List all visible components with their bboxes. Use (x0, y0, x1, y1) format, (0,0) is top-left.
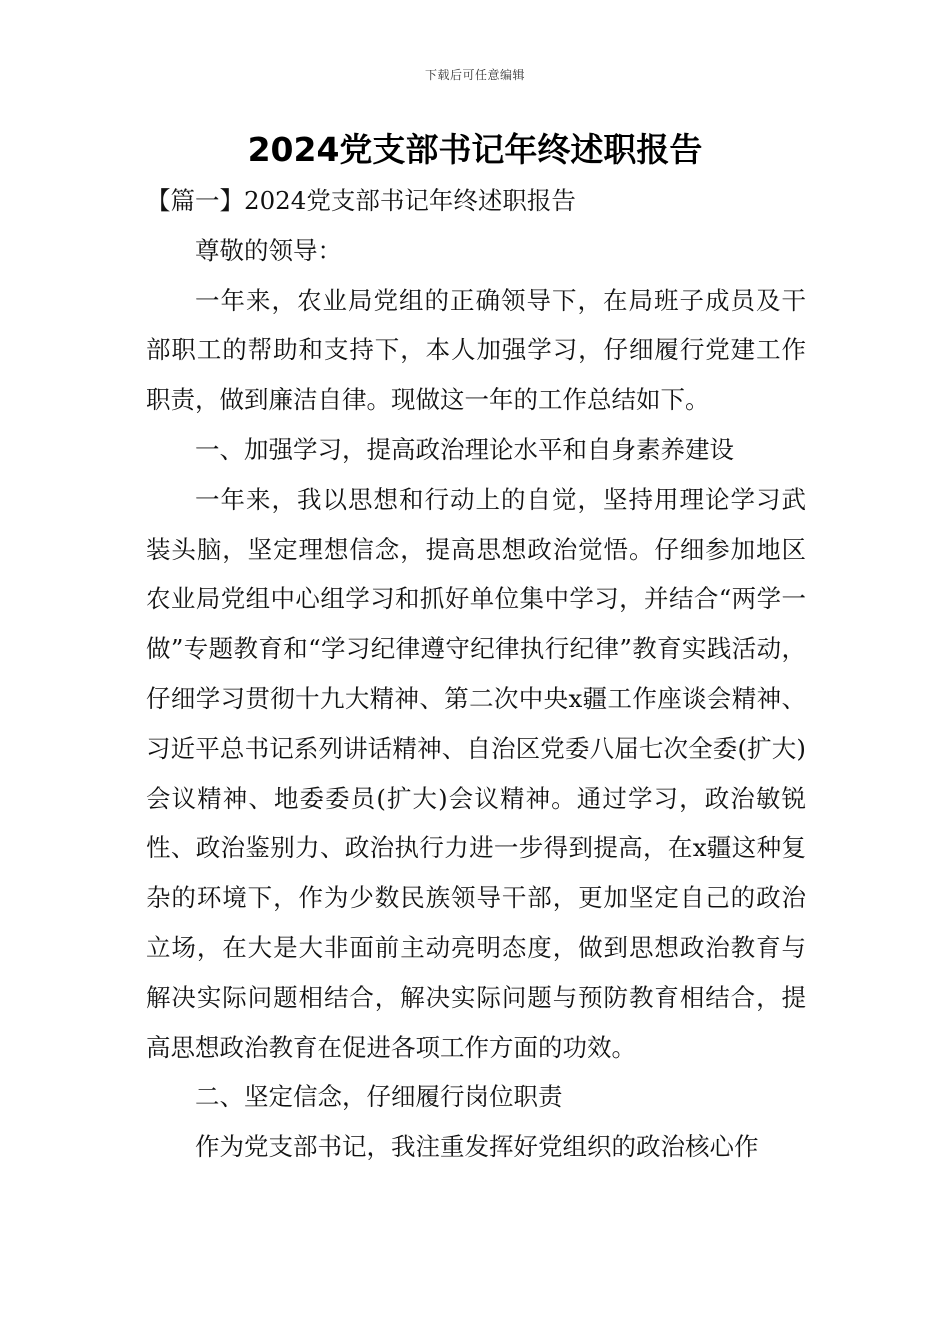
document-body (146, 176, 806, 1172)
paragraph-study: 一年来，我以思想和行动上的自觉，坚持用理论学习武装头脑，坚定理想信念，提高思想政治觉悟。仔细参加地区农业局党组中心组学习和抓好单位集中学习，并结合“两学一做”专题教育和“学习纪律遵守纪律执行纪律”教育实践活动，仔细学习贯彻十九大精神、第二次中央x疆工作座谈会精神、习近平总书记系列讲话精神、自治区党委八届七次全委(扩大)会议精神、地委委员(扩大)会议精神。通过学习，政治敏锐性、政治鉴别力、政治执行力进一步得到提高，在x疆这种复杂的环境下，作为少数民族领导干部，更加坚定自己的政治立场，在大是大非面前主动亮明态度，做到思想政治教育与解决实际问题相结合，解决实际问题与预防教育相结合，提高思想政治教育在促进各项工作方面的功效。 (146, 484, 806, 1062)
header-note: 下载后可任意编辑 (424, 68, 525, 82)
section-heading-2: 二、坚定信念，仔细履行岗位职责 (195, 1082, 563, 1112)
section-heading-1: 一、加强学习，提高政治理论水平和自身素养建设 (195, 434, 734, 464)
section-label: 【篇一】2024党支部书记年终述职报告 (146, 186, 576, 215)
document-title: 2024党支部书记年终述职报告 (247, 130, 703, 169)
paragraph-intro: 一年来，农业局党组的正确领导下，在局班子成员及干部职工的帮助和支持下，本人加强学习，仔细履行党建工作职责，做到廉洁自律。现做这一年的工作总结如下。 (146, 285, 806, 415)
salutation: 尊敬的领导： (195, 235, 342, 265)
paragraph-duties: 作为党支部书记，我注重发挥好党组织的政治核心作 (195, 1132, 759, 1162)
